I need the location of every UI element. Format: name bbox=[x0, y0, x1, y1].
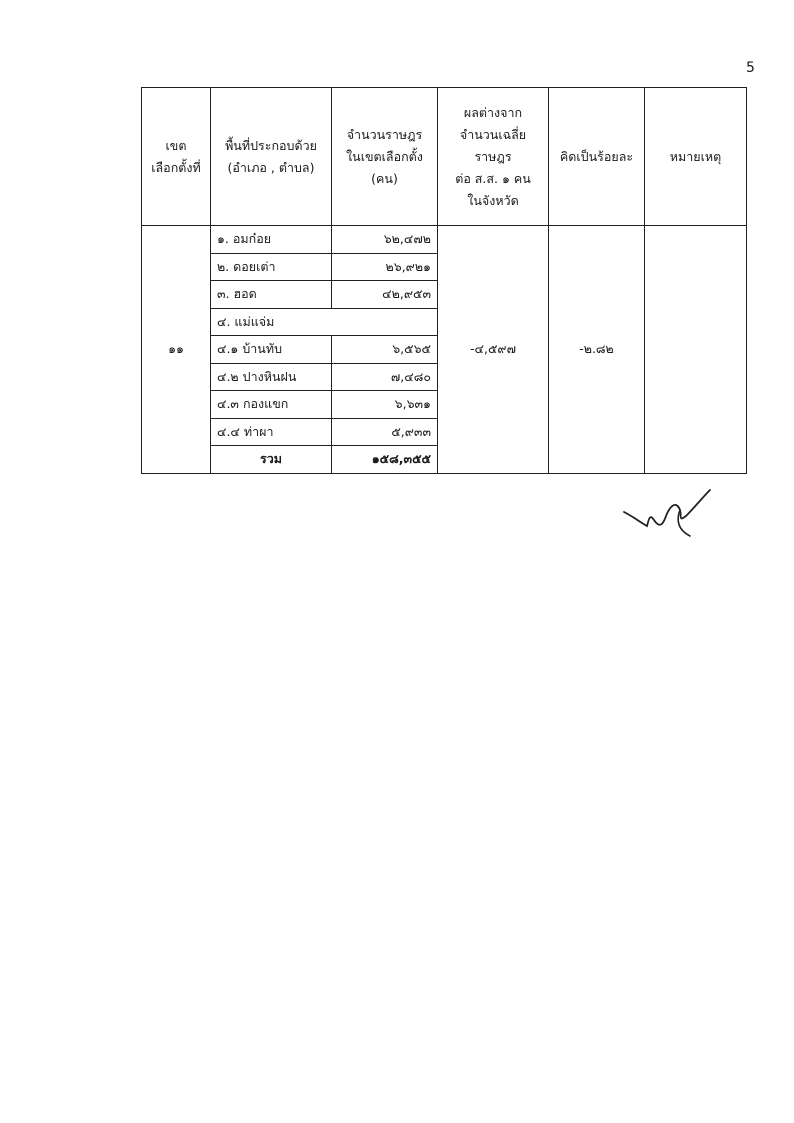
header-remark: หมายเหตุ bbox=[645, 88, 747, 226]
header-district-line: เลือกตั้งที่ bbox=[151, 159, 201, 175]
total-label: รวม bbox=[211, 446, 332, 474]
header-difference-line: ผลต่างจาก bbox=[463, 104, 523, 120]
table-row bbox=[142, 226, 747, 254]
header-difference-line: ต่อ ส.ส. ๑ คน bbox=[455, 170, 531, 186]
header-population-line: (คน) bbox=[371, 170, 398, 186]
remark-cell bbox=[645, 226, 747, 474]
population-cell: ๕,๙๓๓ bbox=[332, 418, 438, 446]
total-value: ๑๕๘,๓๕๕ bbox=[332, 446, 438, 474]
area-cell: ๒. ดอยเต่า bbox=[211, 253, 332, 281]
header-population-line: จำนวนราษฎร bbox=[346, 126, 423, 142]
subarea-cell: ๔.๒ ปางหินฝน bbox=[211, 363, 332, 391]
header-difference-line: จำนวนเฉลี่ย bbox=[459, 126, 527, 142]
subarea-cell: ๔.๑ บ้านทับ bbox=[211, 336, 332, 364]
subarea-cell: ๔.๓ กองแขก bbox=[211, 391, 332, 419]
population-cell: ๖,๕๖๕ bbox=[332, 336, 438, 364]
population-cell: ๖,๖๓๑ bbox=[332, 391, 438, 419]
subarea-cell: ๔.๔ ท่าผา bbox=[211, 418, 332, 446]
header-percent: คิดเป็นร้อยละ bbox=[549, 88, 645, 226]
percent-cell: -๒.๘๒ bbox=[549, 226, 645, 474]
header-area bbox=[211, 88, 332, 226]
table-header-row bbox=[142, 88, 747, 226]
area-cell: ๔. แม่แจ่ม bbox=[211, 308, 438, 336]
header-difference-line: ในจังหวัด bbox=[467, 192, 519, 208]
district-number-cell: ๑๑ bbox=[142, 226, 211, 474]
signature-icon bbox=[620, 486, 720, 556]
difference-cell: -๔,๕๙๗ bbox=[438, 226, 549, 474]
header-difference-line: ราษฎร bbox=[474, 148, 512, 164]
header-area-line: (อำเภอ , ตำบล) bbox=[227, 159, 315, 175]
area-cell: ๑. อมก๋อย bbox=[211, 226, 332, 254]
area-cell: ๓. ฮอด bbox=[211, 281, 332, 309]
header-difference bbox=[438, 88, 549, 226]
header-district-line: เขต bbox=[165, 137, 187, 153]
population-cell: ๖๒,๔๗๒ bbox=[332, 226, 438, 254]
population-cell: ๔๒,๙๕๓ bbox=[332, 281, 438, 309]
header-area-line: พื้นที่ประกอบด้วย bbox=[225, 137, 317, 153]
electoral-district-table bbox=[141, 87, 747, 474]
page-number: 5 bbox=[746, 60, 755, 76]
header-district bbox=[142, 88, 211, 226]
population-cell: ๒๖,๙๒๑ bbox=[332, 253, 438, 281]
population-cell: ๗,๔๘๐ bbox=[332, 363, 438, 391]
header-population bbox=[332, 88, 438, 226]
header-population-line: ในเขตเลือกตั้ง bbox=[346, 148, 423, 164]
